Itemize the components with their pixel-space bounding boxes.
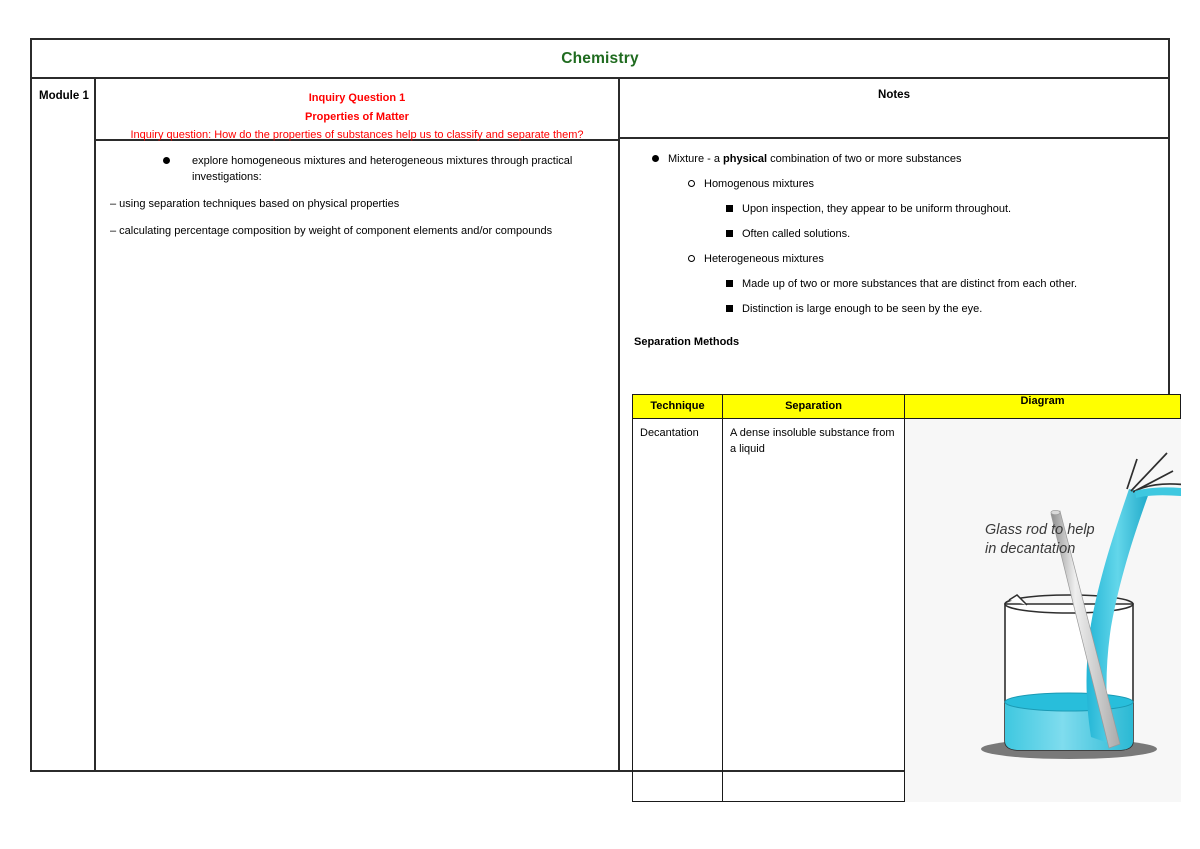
- notes-header: [620, 79, 1168, 139]
- notes-column: [620, 79, 1168, 770]
- separation-methods-table-wrap: [632, 394, 1156, 802]
- notes-mixture-post: combination of two or more substances: [767, 153, 962, 166]
- diagram-caption-line-2: in decantation: [985, 541, 1076, 558]
- notes-item: [632, 276, 1156, 292]
- syllabus-dot-point-text: explore homogeneous mixtures and heterogeneous mixtures through practical investigations:: [192, 155, 573, 183]
- inquiry-question-text: Inquiry question: How do the properties of substances help us to classify and separate them?: [130, 129, 584, 141]
- bullet-circle-icon: [688, 180, 695, 187]
- decantation-illustration-icon: [905, 419, 1181, 802]
- notes-group-label-homogenous: [632, 176, 1156, 192]
- notes-item-text: Upon inspection, they appear to be uniform throughout.: [742, 203, 1012, 216]
- page-title-row: [32, 40, 1168, 79]
- cell-diagram: [905, 419, 1181, 802]
- notes-body: [620, 139, 1168, 770]
- notes-item-text: Often called solutions.: [742, 228, 851, 241]
- content-grid: [32, 79, 1168, 770]
- syllabus-column: [96, 79, 620, 770]
- module-column: [32, 79, 96, 770]
- inquiry-question-topic: Properties of Matter: [305, 110, 409, 123]
- worksheet-page: [30, 38, 1170, 772]
- column-header-diagram: Diagram: [905, 395, 1181, 419]
- bullet-square-icon: [726, 230, 733, 237]
- notes-item: [632, 301, 1156, 317]
- syllabus-dot-point: [108, 153, 606, 185]
- syllabus-sub-point-2: – calculating percentage composition by weight of component elements and/or compounds: [110, 225, 553, 237]
- notes-mixture-bold: physical: [723, 153, 768, 166]
- module-label: Module 1: [39, 90, 89, 102]
- diagram-caption-line-1: Glass rod to help: [985, 522, 1095, 539]
- inquiry-question-number: Inquiry Question 1: [308, 92, 406, 104]
- bullet-circle-icon: [688, 255, 695, 262]
- diagram-caption: [985, 521, 1095, 559]
- syllabus-body: [96, 141, 618, 770]
- bullet-disc-icon: [163, 157, 170, 164]
- notes-group-label-text: Heterogeneous mixtures: [704, 253, 824, 266]
- cell-separation: A dense insoluble substance from a liquid: [723, 419, 905, 802]
- notes-item-text: Made up of two or more substances that are distinct from each other.: [742, 278, 1078, 291]
- inquiry-question-header: [96, 79, 618, 141]
- syllabus-sub-point-1: – using separation techniques based on physical properties: [110, 198, 400, 210]
- column-header-technique: Technique: [633, 395, 723, 419]
- notes-item: [632, 226, 1156, 242]
- bullet-square-icon: [726, 280, 733, 287]
- cell-technique: Decantation: [633, 419, 723, 802]
- notes-item: [632, 201, 1156, 217]
- page-title: Chemistry: [561, 49, 639, 67]
- notes-header-label: Notes: [878, 89, 910, 101]
- bullet-square-icon: [726, 305, 733, 312]
- notes-group-label-text: Homogenous mixtures: [704, 178, 815, 191]
- notes-mixture-pre: Mixture - a: [668, 153, 724, 166]
- separation-methods-table: [632, 394, 1181, 802]
- decantation-diagram: [905, 419, 1181, 802]
- bullet-disc-icon: [652, 155, 659, 162]
- separation-methods-heading: Separation Methods: [634, 336, 740, 349]
- notes-group-label-heterogeneous: [632, 251, 1156, 267]
- bullet-square-icon: [726, 205, 733, 212]
- notes-bullet-mixture: [632, 151, 1156, 167]
- table-header-row: [633, 395, 1181, 419]
- table-row: [633, 419, 1181, 802]
- notes-item-text: Distinction is large enough to be seen by the eye.: [742, 303, 983, 316]
- column-header-separation: Separation: [723, 395, 905, 419]
